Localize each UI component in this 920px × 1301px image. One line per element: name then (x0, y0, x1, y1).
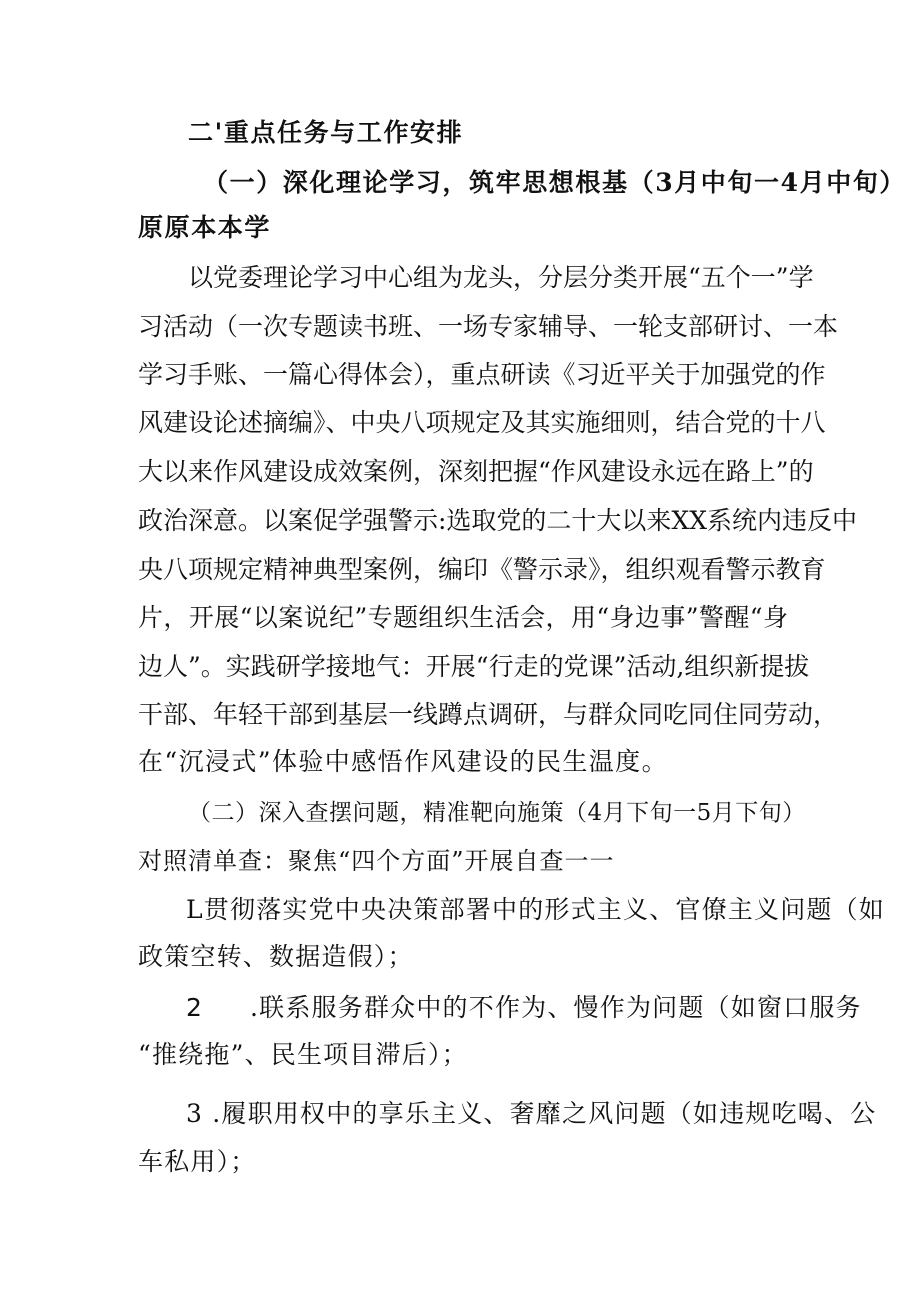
subsection-1-heading: （一）深化理论学习，筑牢思想根基（3月中旬一4月中旬） (203, 168, 906, 197)
paragraph-line: 学习手账、一篇心得体会），重点研读《习近平关于加强党的作 (138, 360, 826, 389)
paragraph-line: 在“沉浸式”体验中感悟作风建设的民生温度。 (138, 747, 668, 776)
paragraph-line: 大以来作风建设成效案例，深刻把握“作风建设永远在路上”的 (138, 457, 814, 486)
paragraph-line: 边人”。实践研学接地气：开展“行走的党课”活动,组织新提拔 (138, 652, 810, 681)
checklist-item-1-line: 政策空转、数据造假）； (138, 942, 414, 971)
section-heading: 二'重点任务与工作安排 (188, 118, 464, 147)
paragraph-line: 央八项规定精神典型案例，编印《警示录》，组织观看警示教育 (138, 555, 826, 584)
checklist-item-2-number: 2 (186, 993, 204, 1022)
checklist-item-1-line: L贯彻落实党中央决策部署中的形式主义、官僚主义问题（如 (186, 895, 886, 924)
subsection-1-lead: 原原本本学 (138, 213, 272, 242)
paragraph-line: 片，开展“以案说纪”专题组织生活会，用“身边事”警醒“身 (138, 603, 788, 632)
subsection-2-heading: （二）深入查摆问题，精准靶向施策（4月下旬一5月下旬） (188, 800, 806, 826)
paragraph-line: 干部、年轻干部到基层一线蹲点调研，与群众同吃同住同劳动， (138, 700, 839, 729)
paragraph-line: 政治深意。以案促学强警示:选取党的二十大以来XX系统内违反中 (138, 506, 858, 535)
paragraph-line: 风建设论述摘编》、中央八项规定及其实施细则，结合党的十八 (138, 408, 826, 437)
checklist-item-2-line: “推绕拖”、民生项目滞后）； (138, 1040, 468, 1069)
paragraph-line: 习活动（一次专题读书班、一场专家辅导、一轮支部研讨、一本 (138, 312, 839, 341)
checklist-item-2-line: .联系服务群众中的不作为、慢作为问题（如窗口服务 (250, 993, 862, 1022)
paragraph-line: 以党委理论学习中心组为龙头，分层分类开展“五个一”学 (188, 263, 814, 292)
checklist-item-3-line: 3 .履职用权中的享乐主义、奢靡之风问题（如违规吃喝、公 (186, 1099, 877, 1128)
subsection-2-lead: 对照清单查：聚焦“四个方面”开展自查一一 (138, 847, 615, 875)
checklist-item-3-line: 车私用）； (138, 1147, 257, 1176)
